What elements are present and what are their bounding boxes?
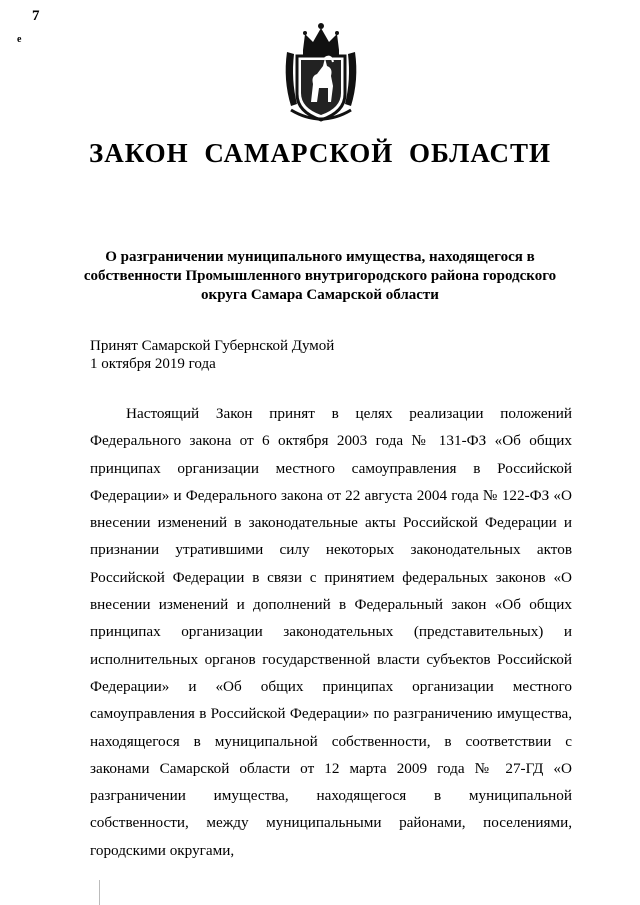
scan-edge-line (99, 880, 100, 905)
adopted-by: Принят Самарской Губернской Думой (90, 338, 335, 354)
adopted-date: 1 октября 2019 года (90, 356, 216, 372)
scan-artifact-mark: 7 (32, 8, 40, 24)
coat-of-arms-icon (281, 20, 361, 124)
document-subject: О разграничении муниципального имущества, находящегося в собственности Промышленного внутригородского района городского округа Самара Самарской области (83, 249, 557, 303)
body-paragraph: Настоящий Закон принят в целях реализации положений Федерального закона от 6 октября 2003 года № 131-ФЗ «Об общих принципах организации местного самоуправления в Российской Федерации» и Федерального закона от 22 августа 2004 года № 122-ФЗ «О внесении изменений в законодательные акты Российской Федерации и признании утратившими силу некоторых законодательных актов Российской Федерации в связи с принятием федеральных законов «О внесении изменений и дополнений в Федеральный закон «Об общих принципах организации законодательных (представительных) и исполнительных органов государственной власти субъектов Российской Федерации» и «Об общих принципах организации местного самоуправления в Российской Федерации» по разграничению имущества, находящегося в муниципальной собственности, в соответствии с законами Самарской области от 12 марта 2009 года № 27-ГД «О разграничении имущества, находящегося в муниципальной собственности, между муниципальными районами, поселениями, городскими округами, (90, 405, 572, 859)
document-title: ЗАКОН САМАРСКОЙ ОБЛАСТИ (89, 138, 551, 168)
adoption-block (90, 337, 334, 373)
scan-artifact-mark: e (17, 34, 22, 45)
